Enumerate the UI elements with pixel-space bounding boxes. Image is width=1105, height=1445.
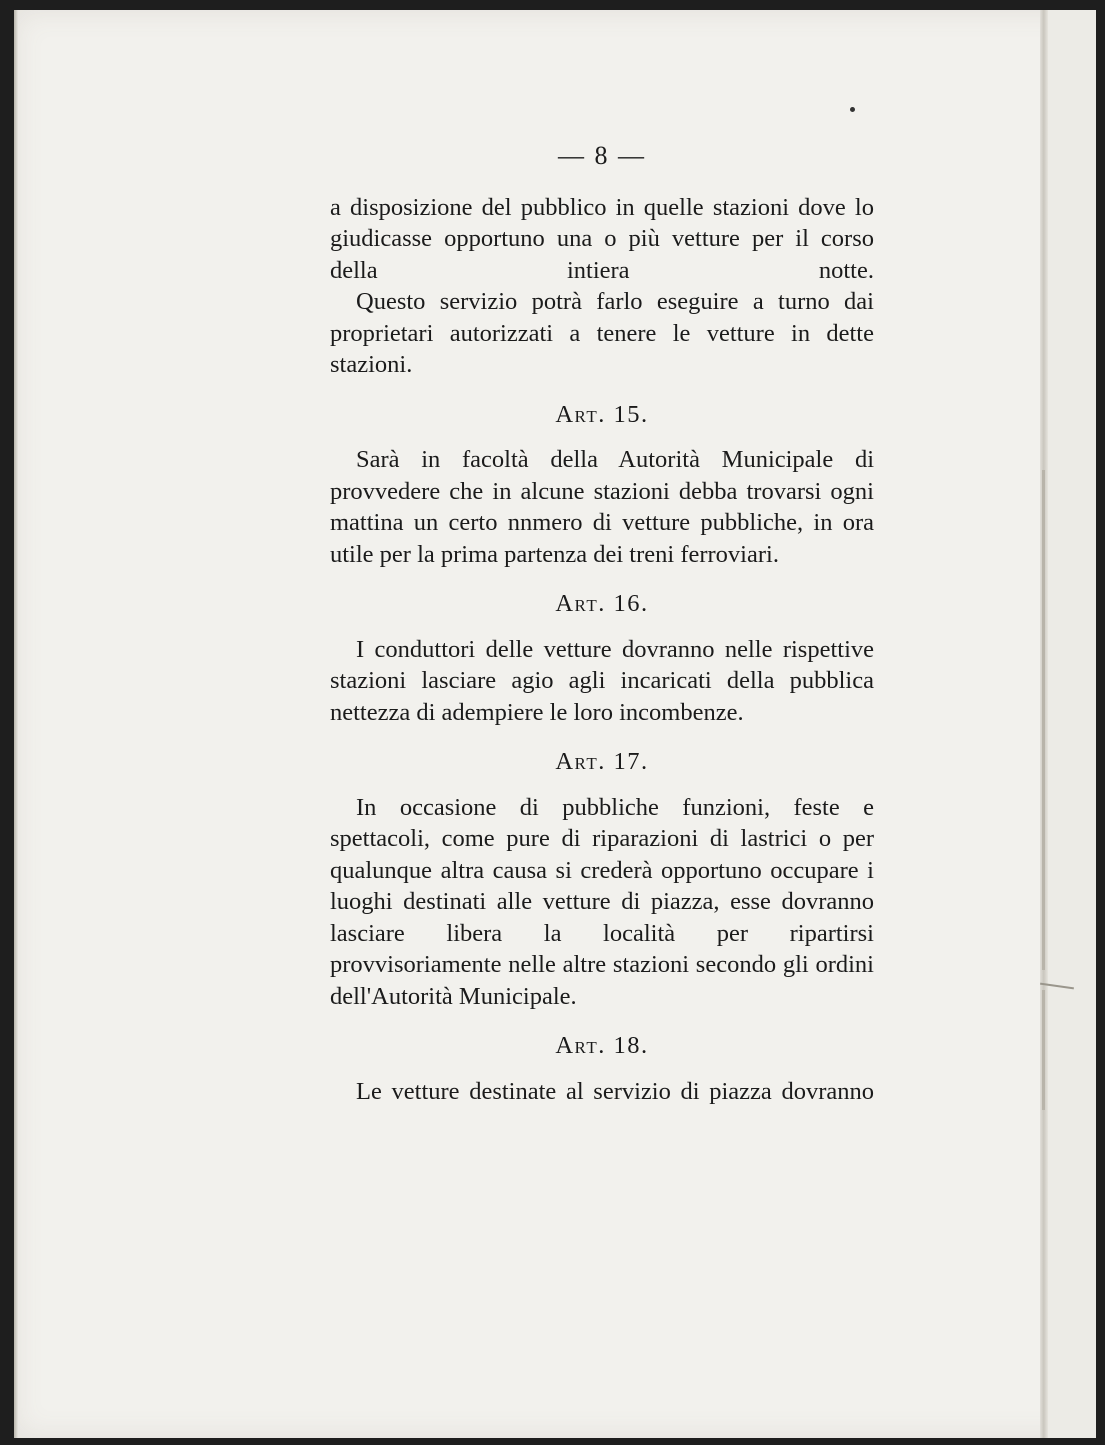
binding-stitch [1042,470,1045,970]
paragraph-service: Questo servizio potrà farlo eseguire a turno dai proprietari autorizzati a tenere le vetture in dette stazioni. [330,288,874,378]
ink-speck [850,107,855,112]
page-number: — 8 — [558,141,646,170]
facing-page-strip [1048,10,1096,1438]
article-text-18: Le vetture destinate al servizio di piazza dovranno [356,1077,874,1105]
article-text-15: Sarà in facoltà della Autorità Municipale di provvedere che in alcune stazioni debba trovarsi ogni mattina un certo nnmero di vetture pubbliche, in ora utile per la prima partenza dei treni ferroviari. [330,446,874,568]
article-heading-16: Art. 16. [555,590,649,617]
page-edge [14,10,18,1438]
article-heading-18: Art. 18. [555,1032,649,1059]
page-text [330,140,874,1107]
article-heading-15: Art. 15. [555,400,649,428]
paragraph-continuation: a disposizione del pubblico in quelle stazioni dove lo giudicasse opportuno una o più vetture per il corso della intiera notte. [330,193,874,284]
article-text-16: I conduttori delle vetture dovranno nelle rispettive stazioni lasciare agio agli incaricati della pubblica nettezza di adempiere le loro incombenze. [330,635,874,726]
binding-stitch [1042,990,1045,1110]
article-text-17: In occasione di pubbliche funzioni, feste e spettacoli, come pure di riparazioni di lastrici o per qualunque altra causa si crederà opportuno occupare i luoghi destinati alle vetture di piazza, esse dovranno lasciare libera la località per ripartirsi provvisoriamente nelle altre stazioni secondo gli ordini dell'Autorità Municipale. [330,793,874,1010]
article-heading-17: Art. 17. [555,748,649,775]
